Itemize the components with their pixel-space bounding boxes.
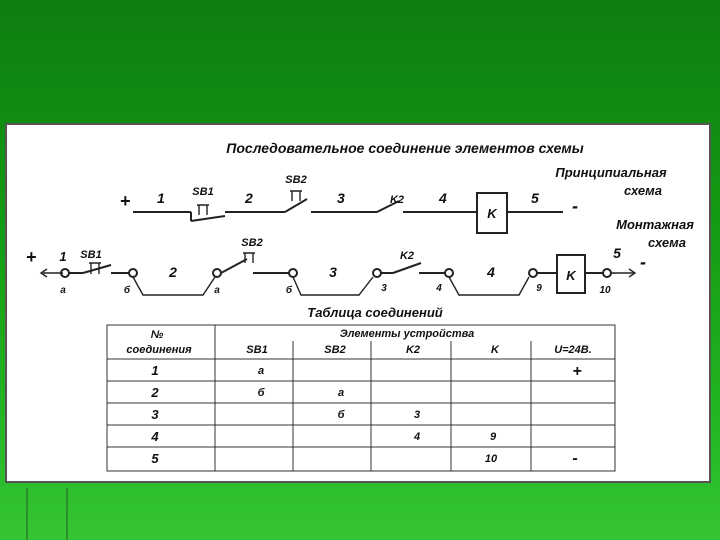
sb1-button-icon <box>197 205 209 215</box>
table-col-header: K2 <box>405 344 421 356</box>
terminal <box>129 269 137 277</box>
table-cell: а <box>257 365 265 377</box>
mount-label-k: K <box>566 268 576 283</box>
table-col-header: U=24B. <box>554 344 592 356</box>
table-header-num-sub: соединения <box>126 344 192 356</box>
table-header-num: № <box>150 329 164 341</box>
mount-wire-number-3: 3 <box>329 264 337 280</box>
mounting-label-line1: Монтажная <box>616 217 694 232</box>
terminal <box>289 269 297 277</box>
mount-wire-number-1: 1 <box>59 249 67 264</box>
principal-label-k: K <box>487 206 497 221</box>
terminal <box>445 269 453 277</box>
principal-node-2: 2 <box>245 190 253 206</box>
slide-decoration-line <box>66 488 68 540</box>
mount-label-k2: K2 <box>399 250 415 262</box>
mounting-label-line2: схема <box>647 235 687 250</box>
slide-decoration-line <box>26 488 28 540</box>
table-cell: 4 <box>413 431 421 443</box>
diagram-panel <box>5 123 711 483</box>
sb2-mount-switch <box>221 259 247 273</box>
sb1-mount-switch <box>83 265 111 273</box>
table-cell: - <box>572 450 578 467</box>
table-row-num: 4 <box>151 429 159 444</box>
sb1-contact <box>191 216 225 221</box>
mount-label-sb1: SB1 <box>80 249 102 261</box>
table-cell: б <box>257 387 265 399</box>
table-group-header: Элементы устройства <box>339 328 475 340</box>
mount-wire-number-2: 2 <box>169 264 177 280</box>
mounting-minus: - <box>640 252 646 272</box>
principal-label-line1: Принципиальная <box>555 165 667 180</box>
table-cell: + <box>572 363 582 380</box>
terminal-label: 9 <box>536 283 542 294</box>
table-cell: 10 <box>484 453 498 465</box>
mounting-scheme <box>26 217 694 296</box>
terminal-label: б <box>285 285 293 296</box>
principal-plus: + <box>119 191 131 211</box>
mount-label-sb2: SB2 <box>241 237 263 249</box>
mounting-plus: + <box>25 247 37 267</box>
table-cell: 9 <box>489 431 497 443</box>
table-cell: 3 <box>413 409 421 421</box>
terminal-label: 3 <box>381 283 387 294</box>
table-title: Таблица соединений <box>307 305 443 320</box>
table-col-header: SB2 <box>324 344 346 356</box>
principal-scheme <box>120 165 667 233</box>
mount-wire-number-4: 4 <box>487 264 495 280</box>
principal-node-4: 4 <box>439 190 447 206</box>
principal-node-5: 5 <box>531 190 539 206</box>
terminal <box>529 269 537 277</box>
principal-label-line2: схема <box>623 183 663 198</box>
table-col-header: K <box>491 344 499 356</box>
table-row-num: 2 <box>151 385 159 400</box>
terminal <box>213 269 221 277</box>
table-cell: а <box>337 387 345 399</box>
terminal-label: а <box>60 285 66 296</box>
terminal-label: 4 <box>436 283 442 294</box>
terminal-label: а <box>214 285 220 296</box>
table-row-num: 5 <box>151 451 159 466</box>
sb2-button-icon <box>290 191 302 201</box>
principal-label-sb2: SB2 <box>285 174 307 186</box>
table-col-header: SB1 <box>246 344 268 356</box>
terminal <box>373 269 381 277</box>
page-title: Последовательное соединение элементов схемы <box>226 140 584 156</box>
terminal-label: 10 <box>599 285 611 296</box>
principal-node-1: 1 <box>157 190 165 206</box>
terminal <box>603 269 611 277</box>
table-row-num: 1 <box>151 363 159 378</box>
principal-label-sb1: SB1 <box>192 186 214 198</box>
connection-table <box>107 305 615 471</box>
circuit-diagram <box>7 125 713 485</box>
sb1-mount-button-icon <box>89 263 101 274</box>
principal-node-3: 3 <box>337 190 345 206</box>
k2-mount-contact <box>393 263 421 273</box>
principal-minus: - <box>572 196 578 216</box>
terminal-label: б <box>123 285 131 296</box>
table-row-num: 3 <box>151 407 159 422</box>
mount-wire-number-5: 5 <box>613 245 621 261</box>
principal-label-k2: K2 <box>389 194 405 206</box>
table-cell: б <box>337 409 345 421</box>
sb2-mount-button-icon <box>243 253 255 263</box>
sb2-switch <box>285 199 307 212</box>
